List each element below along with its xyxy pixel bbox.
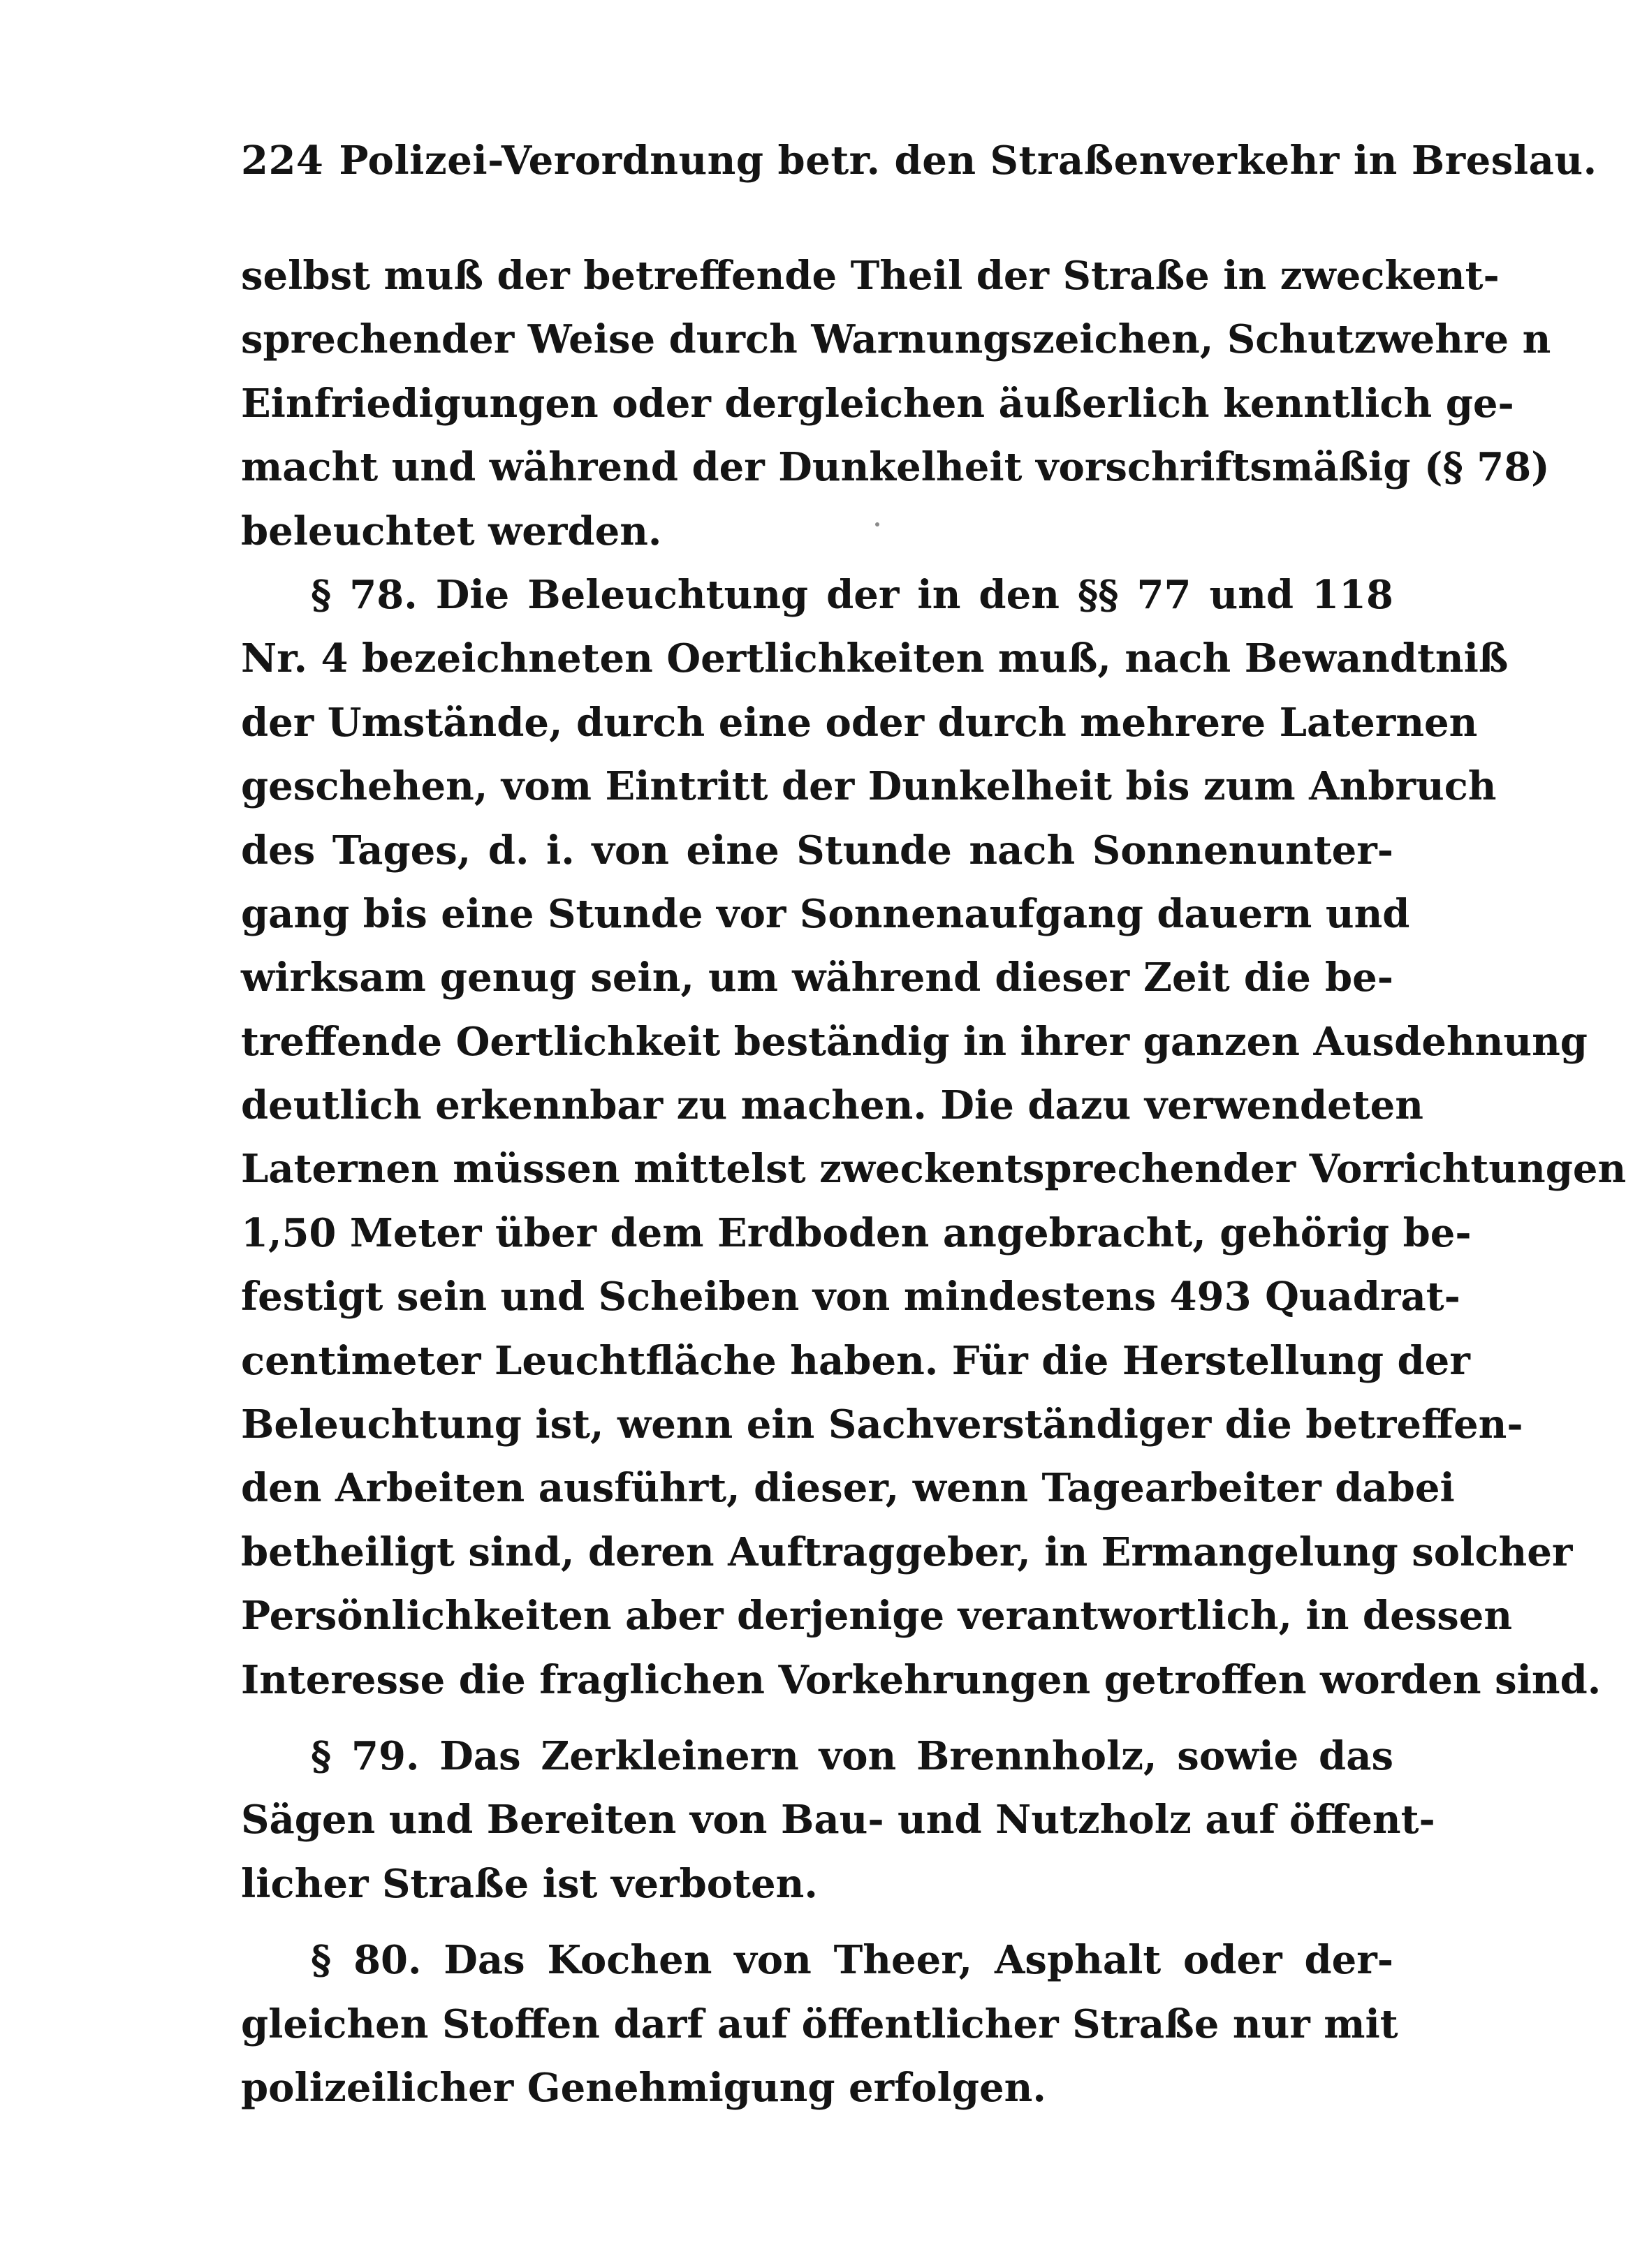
text-line: Beleuchtung ist, wenn ein Sachverständiger die betreffen- xyxy=(241,1401,1523,1448)
section-78-heading-line: § 78. Die Beleuchtung der in den §§ 77 und 118 xyxy=(311,571,1393,618)
text-line: Einfriedigungen oder dergleichen äußerlich kenntlich ge- xyxy=(241,380,1514,427)
section-80-heading-line: § 80. Das Kochen von Theer, Asphalt oder der- xyxy=(311,1937,1393,1984)
text-line: geschehen, vom Eintritt der Dunkelheit bis zum Anbruch xyxy=(241,763,1497,810)
page-number: 224 xyxy=(241,138,324,184)
text-line: treffende Oertlichkeit beständig in ihrer ganzen Ausdehnung xyxy=(241,1018,1588,1065)
text-line: deutlich erkennbar zu machen. Die dazu verwendeten xyxy=(241,1082,1423,1129)
running-head-title: Polizei-Verordnung betr. den Straßenverkehr in Breslau. xyxy=(339,138,1597,184)
running-head xyxy=(241,133,1597,189)
body-text xyxy=(241,244,1626,2120)
text-line: Interesse die fraglichen Vorkehrungen getroffen worden sind. xyxy=(241,1656,1602,1703)
text-line: betheiligt sind, deren Auftraggeber, in Ermangelung solcher xyxy=(241,1529,1573,1575)
section-79-heading-line: § 79. Das Zerkleinern von Brennholz, sowie das xyxy=(311,1732,1393,1779)
text-line: Sägen und Bereiten von Bau- und Nutzholz auf öffent- xyxy=(241,1797,1435,1843)
text-line: Persönlichkeiten aber derjenige verantwortlich, in dessen xyxy=(241,1593,1513,1640)
text-line: der Umstände, durch eine oder durch mehrere Laternen xyxy=(241,699,1478,746)
text-line: wirksam genug sein, um während dieser Zeit die be- xyxy=(241,955,1393,1001)
text-line: beleuchtet werden. xyxy=(241,508,662,554)
text-line: macht und während der Dunkelheit vorschriftsmäßig (§ 78) xyxy=(241,444,1550,491)
text-line: gang bis eine Stunde vor Sonnenaufgang dauern und xyxy=(241,890,1410,937)
text-line: Nr. 4 bezeichneten Oertlichkeiten muß, nach Bewandtniß xyxy=(241,635,1509,682)
text-line: 1,50 Meter über dem Erdboden angebracht, gehörig be- xyxy=(241,1209,1472,1256)
text-line: festigt sein und Scheiben von mindestens 493 Quadrat- xyxy=(241,1274,1460,1320)
text-line: den Arbeiten ausführt, dieser, wenn Tagearbeiter dabei xyxy=(241,1465,1455,1512)
text-line: licher Straße ist verboten. xyxy=(241,1860,818,1907)
text-line: polizeilicher Genehmigung erfolgen. xyxy=(241,2064,1046,2111)
text-line: selbst muß der betreffende Theil der Straße in zweckent- xyxy=(241,253,1500,299)
text-line: Laternen müssen mittelst zweckentsprechender Vorrichtungen xyxy=(241,1146,1626,1193)
text-line: centimeter Leuchtfläche haben. Für die Herstellung der xyxy=(241,1337,1470,1384)
text-line: des Tages, d. i. von eine Stunde nach Sonnenunter- xyxy=(241,827,1393,874)
text-line: gleichen Stoffen darf auf öffentlicher Straße nur mit xyxy=(241,2001,1398,2047)
text-line: sprechender Weise durch Warnungszeichen, Schutzwehre n xyxy=(241,316,1551,363)
